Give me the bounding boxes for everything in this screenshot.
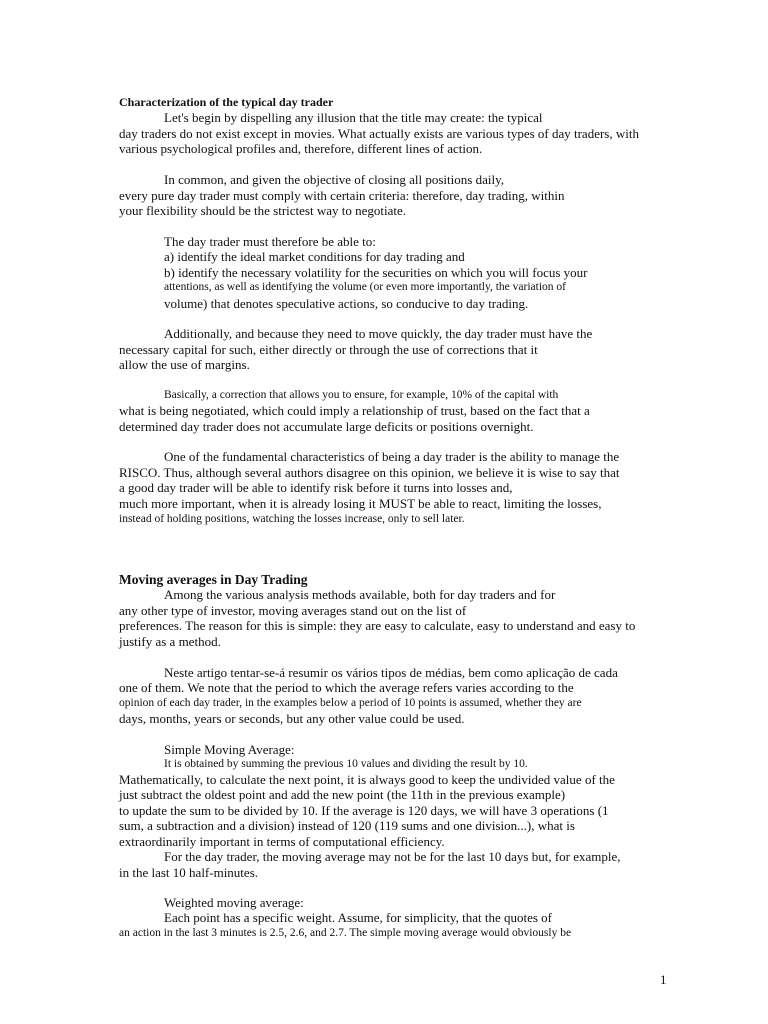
text-line: attentions, as well as identifying the volume (or even more importantly, the variation of <box>164 281 566 293</box>
text-line: any other type of investor, moving averages stand out on the list of <box>119 603 467 618</box>
text-line: RISCO. Thus, although several authors disagree on this opinion, we believe it is wise to say that <box>119 465 620 480</box>
text-line: volume) that denotes speculative actions, so conducive to day trading. <box>164 296 529 311</box>
text-line: Neste artigo tentar-se-á resumir os vários tipos de médias, bem como aplicação de cada <box>164 665 618 680</box>
text-line: preferences. The reason for this is simple: they are easy to calculate, easy to understand and easy to <box>119 618 636 633</box>
text-line: your flexibility should be the strictest way to negotiate. <box>119 203 407 218</box>
text-line: extraordinarily important in terms of computational efficiency. <box>119 834 445 849</box>
text-line: Basically, a correction that allows you to ensure, for example, 10% of the capital with <box>164 389 559 401</box>
text-line: necessary capital for such, either directly or through the use of corrections that it <box>119 342 538 357</box>
text-line: various psychological profiles and, therefore, different lines of action. <box>119 141 483 156</box>
text-line: Each point has a specific weight. Assume, for simplicity, that the quotes of <box>164 910 552 925</box>
text-line: Among the various analysis methods available, both for day traders and for <box>164 587 556 602</box>
text-line: The day trader must therefore be able to: <box>164 234 376 249</box>
text-line: sum, a subtraction and a division) instead of 120 (119 sums and one division...), what is <box>119 818 575 833</box>
page-number: 1 <box>660 972 667 987</box>
text-line: It is obtained by summing the previous 10 values and dividing the result by 10. <box>164 758 528 770</box>
text-line: a good day trader will be able to identify risk before it turns into losses and, <box>119 480 513 495</box>
text-line: One of the fundamental characteristics of being a day trader is the ability to manage the <box>164 449 620 464</box>
text-line: just subtract the oldest point and add the new point (the 11th in the previous example) <box>119 787 566 802</box>
text-line: allow the use of margins. <box>119 357 250 372</box>
subheading-weighted-moving-average: Weighted moving average: <box>164 895 304 910</box>
text-line: Let's begin by dispelling any illusion that the title may create: the typical <box>164 110 543 125</box>
text-line: In common, and given the objective of closing all positions daily, <box>164 172 504 187</box>
text-line: every pure day trader must comply with certain criteria: therefore, day trading, within <box>119 188 565 203</box>
text-line: opinion of each day trader, in the examples below a period of 10 points is assumed, whether they are <box>119 697 582 709</box>
text-line: days, months, years or seconds, but any other value could be used. <box>119 711 465 726</box>
text-line: a) identify the ideal market conditions for day trading and <box>164 249 465 264</box>
text-line: justify as a method. <box>119 634 221 649</box>
section-heading-moving-averages: Moving averages in Day Trading <box>119 572 308 587</box>
section-heading-day-trader: Characterization of the typical day trader <box>119 95 334 109</box>
text-line: one of them. We note that the period to which the average refers varies according to the <box>119 680 574 695</box>
text-line: in the last 10 half-minutes. <box>119 865 259 880</box>
text-line: much more important, when it is already losing it MUST be able to react, limiting the losses, <box>119 496 602 511</box>
subheading-simple-moving-average: Simple Moving Average: <box>164 742 295 757</box>
text-line: to update the sum to be divided by 10. If the average is 120 days, we will have 3 operations (1 <box>119 803 609 818</box>
text-line: Mathematically, to calculate the next point, it is always good to keep the undivided value of the <box>119 772 615 787</box>
text-line: day traders do not exist except in movies. What actually exists are various types of day traders, with <box>119 126 639 141</box>
text-line: determined day trader does not accumulate large deficits or positions overnight. <box>119 419 534 434</box>
text-line: b) identify the necessary volatility for the securities on which you will focus your <box>164 265 588 280</box>
text-line: what is being negotiated, which could imply a relationship of trust, based on the fact that a <box>119 403 590 418</box>
text-line: For the day trader, the moving average may not be for the last 10 days but, for example, <box>164 849 621 864</box>
text-line: instead of holding positions, watching the losses increase, only to sell later. <box>119 513 465 525</box>
text-line: an action in the last 3 minutes is 2.5, 2.6, and 2.7. The simple moving average would obviously be <box>119 927 572 939</box>
text-line: Additionally, and because they need to move quickly, the day trader must have the <box>164 326 593 341</box>
